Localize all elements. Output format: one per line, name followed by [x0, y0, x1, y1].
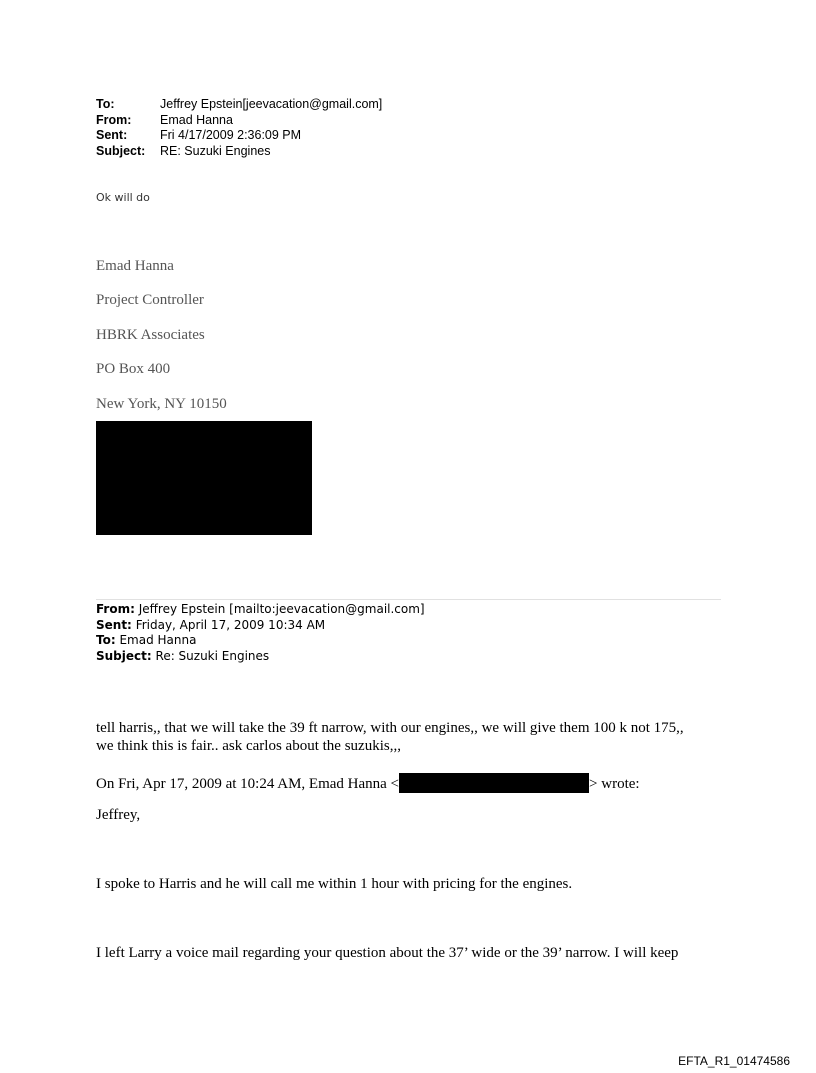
document-id: EFTA_R1_01474586 — [678, 1054, 790, 1068]
forwarded-sent-row — [96, 618, 425, 634]
signature-company: HBRK Associates — [96, 327, 205, 343]
redacted-email-address — [399, 773, 589, 793]
forwarded-subject-row — [96, 649, 425, 665]
sent-label: Sent: — [96, 128, 128, 142]
from-value: Emad Hanna — [160, 112, 233, 127]
forwarded-to-value: Emad Hanna — [119, 633, 197, 647]
forwarded-subject-label: Subject: — [96, 648, 152, 663]
separator-line — [96, 599, 721, 600]
message-paragraph-3: I left Larry a voice mail regarding your question about the 37’ wide or the 39’ narrow. I will keep — [96, 945, 679, 961]
subject-value: RE: Suzuki Engines — [160, 143, 271, 158]
quote-intro-line — [96, 773, 640, 793]
header-from-row — [96, 113, 382, 129]
header-subject-row — [96, 144, 382, 160]
forwarded-from-row — [96, 602, 425, 618]
email-header — [96, 97, 382, 159]
message-paragraph-1: tell harris,, that we will take the 39 ft narrow, with our engines,, we will give them 100 k not 175,, we think this is fair.. ask carlos about the suzukis,,, — [96, 720, 684, 754]
message-greeting: Jeffrey, — [96, 807, 141, 823]
signature-address-line1: PO Box 400 — [96, 361, 171, 377]
quote-intro-before: On Fri, Apr 17, 2009 at 10:24 AM, Emad Hanna < — [96, 776, 400, 792]
forwarded-sent-value: Friday, April 17, 2009 10:34 AM — [135, 617, 326, 632]
signature-address-line2: New York, NY 10150 — [96, 396, 227, 412]
forwarded-header — [96, 602, 425, 664]
to-label: To: — [96, 97, 115, 111]
forwarded-sent-label: Sent: — [96, 617, 132, 632]
forwarded-to-label: To: — [96, 633, 116, 647]
signature-title: Project Controller — [96, 292, 204, 308]
signature-name: Emad Hanna — [96, 258, 174, 274]
forwarded-subject-value: Re: Suzuki Engines — [155, 648, 270, 663]
forwarded-from-value: Jeffrey Epstein [mailto:jeevacation@gmail.com] — [138, 602, 425, 616]
header-sent-row — [96, 128, 382, 144]
to-value: Jeffrey Epstein[jeevacation@gmail.com] — [160, 97, 383, 111]
forwarded-from-label: From: — [96, 602, 135, 616]
forwarded-to-row — [96, 633, 425, 649]
sent-value: Fri 4/17/2009 2:36:09 PM — [160, 128, 302, 142]
message-paragraph-2: I spoke to Harris and he will call me within 1 hour with pricing for the engines. — [96, 876, 573, 892]
from-label: From: — [96, 112, 132, 127]
redaction-block — [96, 421, 312, 535]
quote-intro-after: > wrote: — [589, 776, 640, 792]
header-to-row — [96, 97, 382, 113]
reply-text: Ok will do — [96, 191, 150, 204]
subject-label: Subject: — [96, 143, 146, 158]
